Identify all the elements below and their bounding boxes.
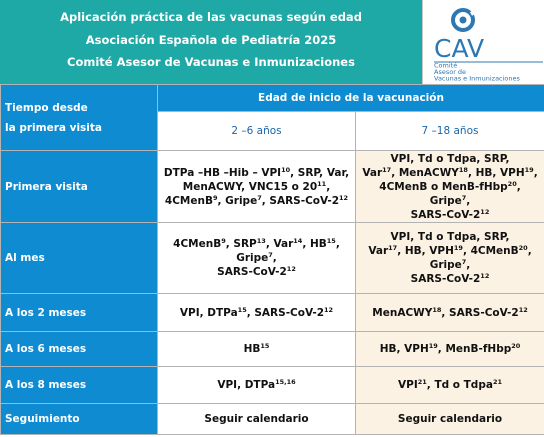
- age-col-7-18: 7 –18 años: [356, 112, 544, 151]
- cell-2-6: HB$^{15}$: [158, 332, 356, 367]
- table-row: [1, 223, 544, 294]
- cell-2-6: DTPa –HB –Hib – VPI$^{10}$, SRP, Var, MenACWY, VNC15 o $20^{11}$, 4CMenB$^9$, Gripe$^7$, SARS-$CoV-2^{12}$: [158, 151, 356, 223]
- cell-2-6: VPI, DTPa$^{15,16}$: [158, 367, 356, 404]
- vaccination-table: [0, 84, 544, 435]
- table-row: [1, 367, 544, 404]
- header-committee: Comité Asesor de Vacunas e Inmunizaciones: [67, 55, 355, 69]
- cav-logo-dot-icon: [460, 17, 467, 24]
- start-age-header: Edad de inicio de la vacunación: [158, 85, 544, 112]
- cav-logo-text-3: Vacunas e Inmunizaciones: [434, 74, 520, 83]
- table-header-row: [1, 85, 544, 112]
- cav-logo-text-2: Asesor de: [434, 68, 467, 76]
- cell-2-6: 4CMenB$^9$, SRP$^{13}$, Var$^{14}$, HB$^{15}$, Gripe$^7$, SARS-$CoV-2^{12}$: [158, 223, 356, 294]
- header-banner: [0, 0, 422, 84]
- cav-logo-text-1: Comité: [434, 61, 458, 70]
- cell-7-18: Seguir calendario: [356, 404, 544, 435]
- row-label: Al mes: [1, 223, 158, 294]
- cell-7-18: MenACWY$^{18}$, SARS-$CoV-2^{12}$: [356, 294, 544, 332]
- cell-7-18: VPI, Td o Tdpa, SRP, Var$^{17}$, HB, VPH$^{19}$, 4CMenB$^{20}$, Gripe$^7$, SARS-$CoV-2^{12}$: [356, 223, 544, 294]
- row-label: Primera visita: [1, 151, 158, 223]
- row-label: A los 2 meses: [1, 294, 158, 332]
- row-label: Seguimiento: [1, 404, 158, 435]
- corner-header-line2: la primera visita: [5, 121, 103, 134]
- cell-2-6: VPI, DTPa$^{15}$, SARS-$CoV-2^{12}$: [158, 294, 356, 332]
- row-label: A los 6 meses: [1, 332, 158, 367]
- cell-7-18: VPI, Td o Tdpa, SRP, Var$^{17}$, MenACWY$^{18}$, HB, VPH$^{19}$, 4CMenB o MenB-fHbp$^{20}$, Gripe$^7$, SARS-$CoV-2^{12}$: [356, 151, 544, 223]
- cell-2-6: Seguir calendario: [158, 404, 356, 435]
- table-row: [1, 404, 544, 435]
- header-title: Aplicación práctica de las vacunas según edad: [60, 10, 362, 24]
- cav-logo: [422, 0, 544, 84]
- cell-7-18: VPI$^{21}$, Td o Tdpa$^{21}$: [356, 367, 544, 404]
- cav-logo-acronym: CAV: [434, 34, 485, 63]
- corner-header-line1: Tiempo desde: [5, 101, 88, 114]
- table-row: [1, 332, 544, 367]
- table-row: [1, 151, 544, 223]
- cell-7-18: HB, VPH$^{19}$, MenB-fHbp$^{20}$: [356, 332, 544, 367]
- cav-logo-graphic: [423, 0, 544, 84]
- table-row: [1, 294, 544, 332]
- age-col-2-6: 2 –6 años: [158, 112, 356, 151]
- header-organization: Asociación Española de Pediatría 2025: [85, 33, 337, 47]
- row-label: A los 8 meses: [1, 367, 158, 404]
- corner-header: [1, 85, 158, 151]
